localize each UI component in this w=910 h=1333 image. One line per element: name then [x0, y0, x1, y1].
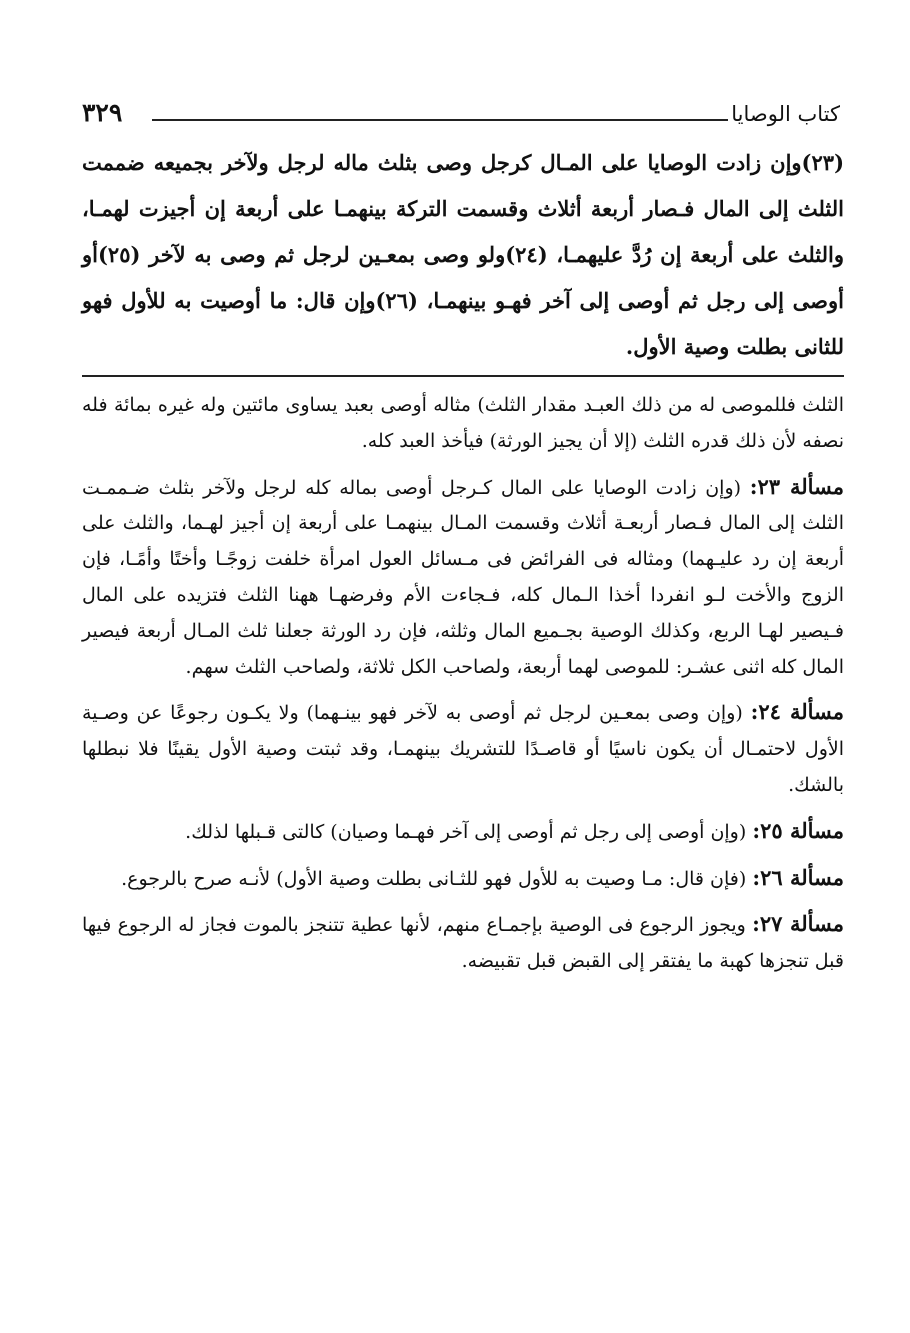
issue-24-paragraph [82, 694, 844, 803]
commentary-block [82, 388, 844, 989]
commentary-intro: الثلث فللموصى له من ذلك العبـد مقدار الثلث) مثاله أوصى بعبد يساوى مائتين وله غيره بمائة فله نصفه لأن ذلك قدره الثلث (إلا أن يجيز الورثة) فيأخذ العبد كله. [82, 394, 844, 452]
matn-paragraph: (٢٣)وإن زادت الوصايا على المـال كرجل وصى بثلث ماله لرجل ولآخر بجميعه ضممت الثلث إلى المال فـصار أربعة أثلاث وقسمت التركة بينهمـا على أربعة إن أجيزت لهمـا، والثلث على أربعة إن رُدَّ عليهمـا، (٢٤)ولو وصى بمعـين لرجل ثم وصى به لآخر (٢٥)أو أوصى إلى رجل ثم أوصى إلى آخر فهـو بينهمـا، (٢٦)وإن قال: ما أوصيت به للأول فهو للثانى بطلت وصية الأول. [82, 150, 844, 359]
issue-23-paragraph [82, 469, 844, 686]
issue-24-label: مسألة ٢٤: [750, 699, 844, 725]
matn-text-block [82, 140, 844, 370]
issue-26-label: مسألة ٢٦: [752, 864, 844, 890]
page-header [82, 98, 840, 134]
page-number: ٣٢٩ [82, 98, 123, 127]
issue-24-text: (وإن وصى بمعـين لرجل ثم أوصى به لآخر فهو بينـهما) ولا يكـون رجوعًا عن وصـية الأول لاحتمـال أن يكون ناسيًا أو قاصـدًا للتشريك بينهمـا، وقد ثبتت وصية الأول يقينًا فلا نبطلها بالشك. [82, 702, 844, 796]
issue-26-paragraph [82, 860, 844, 898]
issue-26-text: (فإن قال: مـا وصيت به للأول فهو للثـانى بطلت وصية الأول) لأنـه صرح بالرجوع. [121, 867, 753, 890]
issue-25-text: (وإن أوصى إلى رجل ثم أوصى إلى آخر فهـما وصيان) كالتى قـبلها لذلك. [185, 820, 753, 843]
issue-27-paragraph [82, 906, 844, 980]
issue-23-text: (وإن زادت الوصايا على المال كـرجل أوصى بماله كله لرجل ولآخر بثلث ضـممـت الثلث إلى المال فـصار أربعـة أثلاث وقسمت المـال بينهمـا على أربعة إن أجيز لهـما، والثلث على أربعة إن رد عليـهما) ومثاله فى الفرائض فى مـسائل العول امرأة خلفت زوجًـا وأختًا وأمًـا، فإن الزوج والأخت لـو انفردا أخذا الـمال كله، فـجاءت الأم وفرضهـا ههنا الثلث فتزيده على المال فـيصير لهـا الربع، وكذلك الوصية بجـميع المال وثلثه، فإن رد الورثة جعلنا ثلث المـال أربعة فيصير المال كله اثنى عشـر: للموصى لهما أربعة، ولصاحب الكل ثلاثة، ولصاحب الثلث سهم. [82, 476, 844, 678]
matn-separator-rule [82, 375, 844, 377]
issue-27-text: ويجوز الرجوع فى الوصية بإجمـاع منهم، لأنها عطية تتنجز بالموت فجاز له الرجوع فيها قبل تنجزها كهبة ما يفتقر إلى القبض قبل تقبيضه. [82, 914, 844, 973]
issue-23-label: مسألة ٢٣: [749, 473, 844, 499]
issue-27-label: مسألة ٢٧: [752, 911, 844, 937]
issue-25-paragraph [82, 813, 844, 851]
issue-25-label: مسألة ٢٥: [752, 817, 844, 843]
running-title: كتاب الوصايا [731, 102, 840, 126]
header-rule [152, 119, 728, 121]
